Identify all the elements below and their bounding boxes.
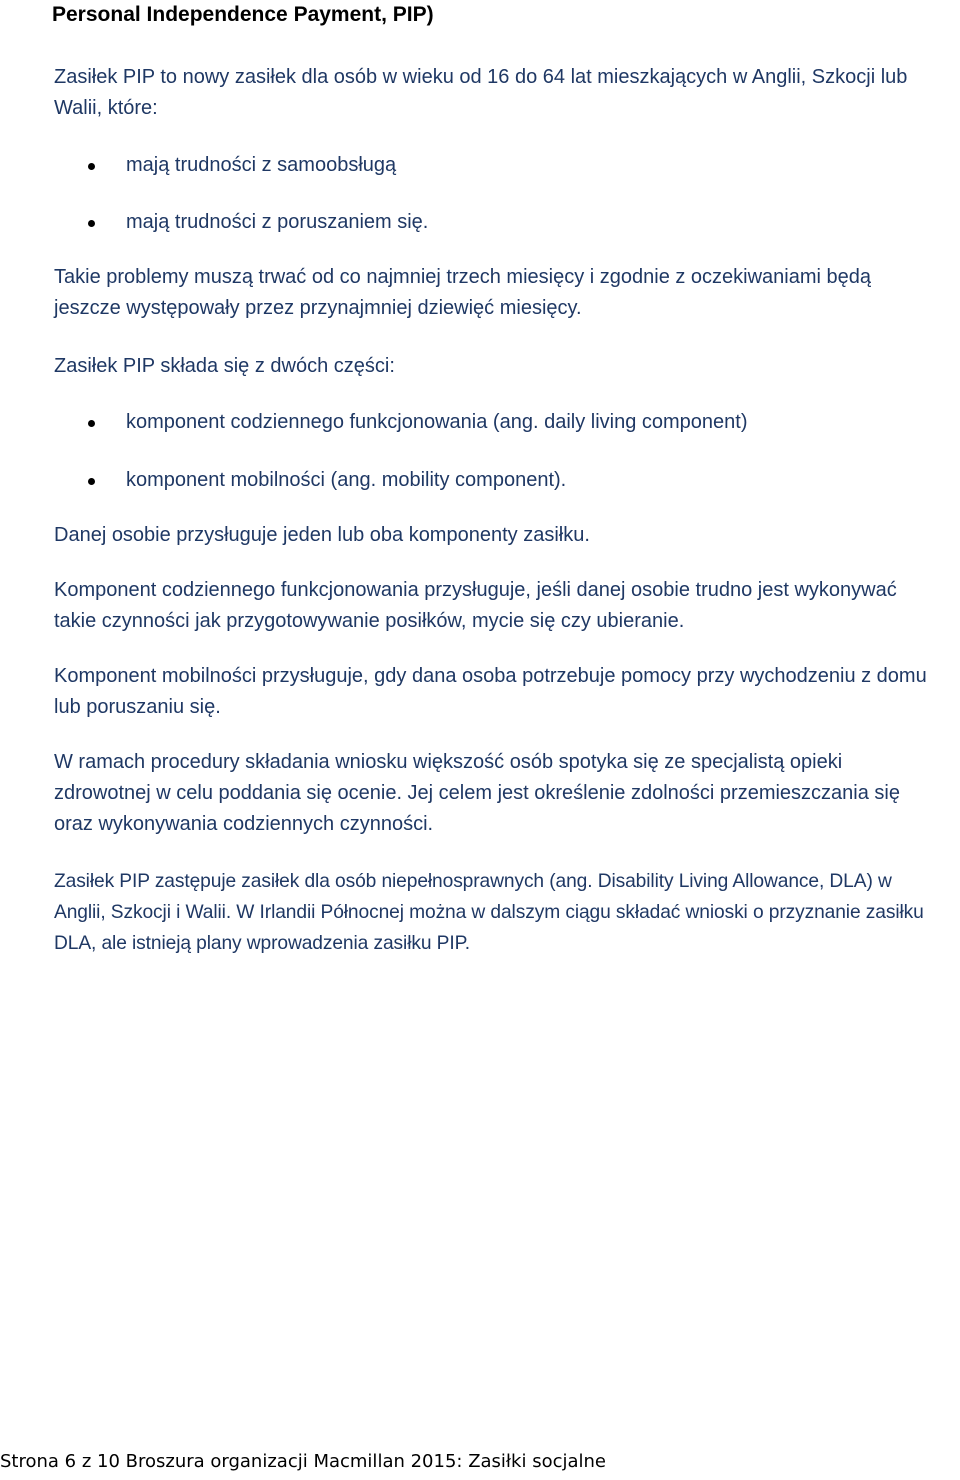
- daily-living-paragraph: Komponent codziennego funkcjonowania przysługuje, jeśli danej osobie trudno jest wykonywać takie czynności jak przygotowywanie posiłków, mycie się czy ubieranie.: [54, 579, 897, 632]
- condition-text: mają trudności z poruszaniem się.: [126, 211, 429, 233]
- page-footer: Strona 6 z 10 Broszura organizacji Macmillan 2015: Zasiłki socjalne: [0, 1451, 606, 1472]
- condition-text: mają trudności z samoobsługą: [126, 154, 397, 176]
- bullet-icon: [88, 220, 95, 227]
- bullet-icon: [88, 420, 95, 427]
- components-intro-paragraph: Zasiłek PIP składa się z dwóch części:: [54, 355, 395, 377]
- mobility-paragraph: Komponent mobilności przysługuje, gdy dana osoba potrzebuje pomocy przy wychodzeniu z domu lub poruszaniu się.: [54, 665, 927, 718]
- bullet-icon: [88, 478, 95, 485]
- component-text: komponent codziennego funkcjonowania (ang. daily living component): [126, 411, 748, 433]
- component-text: komponent mobilności (ang. mobility component).: [126, 469, 567, 491]
- duration-paragraph: Takie problemy muszą trwać od co najmniej trzech miesięcy i zgodnie z oczekiwaniami będą jeszcze występowały przez przynajmniej dziewięć miesięcy.: [54, 266, 872, 319]
- dla-paragraph: Zasiłek PIP zastępuje zasiłek dla osób niepełnosprawnych (ang. Disability Living Allowance, DLA) w Anglii, Szkocji i Walii. W Irlandii Północnej można w dalszym ciągu składać wnioski o przyznanie zasiłku DLA, ale istnieją plany wprowadzenia zasiłku PIP.: [54, 871, 924, 954]
- page-heading: Personal Independence Payment, PIP): [52, 3, 434, 26]
- eligibility-paragraph: Danej osobie przysługuje jeden lub oba komponenty zasiłku.: [54, 524, 590, 546]
- intro-paragraph: Zasiłek PIP to nowy zasiłek dla osób w wieku od 16 do 64 lat mieszkających w Anglii, Szkocji lub Walii, które:: [54, 66, 908, 119]
- bullet-icon: [88, 163, 95, 170]
- assessment-paragraph: W ramach procedury składania wniosku większość osób spotyka się ze specjalistą opieki zdrowotnej w celu poddania się ocenie. Jej celem jest określenie zdolności przemieszczania się oraz wykonywania codziennych czynności.: [54, 751, 900, 835]
